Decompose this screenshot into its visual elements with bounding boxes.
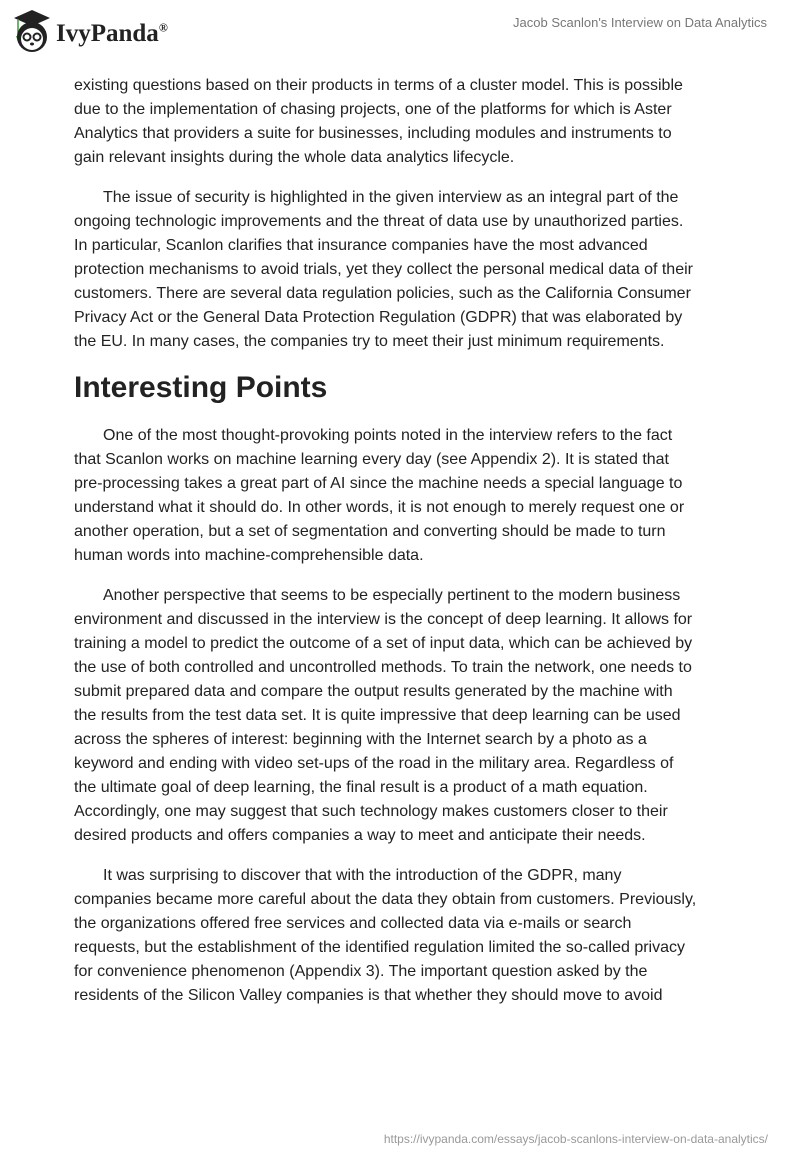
text-line: It was surprising to discover that with the introduction of the GDPR, many	[103, 867, 622, 884]
text-line: understand what it should do. In other words, it is not enough to merely request one or	[74, 499, 685, 516]
text-line: Another perspective that seems to be especially pertinent to the modern business	[103, 587, 681, 604]
paragraph	[74, 864, 734, 1008]
text-line: across the spheres of interest: beginning with the Internet search by a photo as a	[74, 731, 647, 748]
section-heading: Interesting Points	[74, 371, 328, 404]
essay-body	[74, 74, 734, 1024]
text-line: the use of both controlled and uncontrolled methods. To train the network, one needs to	[74, 659, 692, 676]
text-line: gain relevant insights during the whole data analytics lifecycle.	[74, 149, 515, 166]
text-line: the results from the test data set. It is quite impressive that deep learning can be used	[74, 707, 681, 724]
text-line: The issue of security is highlighted in the given interview as an integral part of the	[103, 189, 679, 206]
text-line: ongoing technologic improvements and the threat of data use by unauthorized parties.	[74, 213, 684, 230]
text-line: requests, but the establishment of the identified regulation limited the so-called privacy	[74, 939, 686, 956]
text-line: human words into machine-comprehensible data.	[74, 547, 424, 564]
panda-graduate-icon	[12, 8, 52, 54]
ivypanda-logo[interactable]	[12, 8, 168, 54]
text-line: protection mechanisms to avoid trials, yet they collect the personal medical data of their	[74, 261, 693, 278]
page-header	[0, 0, 800, 60]
text-line: due to the implementation of chasing projects, one of the platforms for which is Aster	[74, 101, 672, 118]
paragraph	[74, 186, 734, 354]
text-line: training a model to predict the outcome of a set of input data, which can be achieved by	[74, 635, 693, 652]
logo-text: IvyPanda	[56, 20, 159, 47]
text-line: pre-processing takes a great part of AI since the machine needs a special language to	[74, 475, 683, 492]
text-line: One of the most thought-provoking points noted in the interview refers to the fact	[103, 427, 673, 444]
text-line: companies became more careful about the data they obtain from customers. Previously,	[74, 891, 697, 908]
text-line: desired products and offers companies a way to meet and anticipate their needs.	[74, 827, 646, 844]
document-title: Jacob Scanlon's Interview on Data Analytics	[513, 15, 767, 30]
text-line: Privacy Act or the General Data Protection Regulation (GDPR) that was elaborated by	[74, 309, 683, 326]
paragraph	[74, 74, 734, 170]
text-line: environment and discussed in the interview is the concept of deep learning. It allows for	[74, 611, 693, 628]
text-line: the EU. In many cases, the companies try to meet their just minimum requirements.	[74, 333, 665, 350]
text-line: Accordingly, one may suggest that such technology makes customers closer to their	[74, 803, 668, 820]
text-line: residents of the Silicon Valley companies is that whether they should move to avoid	[74, 987, 663, 1004]
text-line: Analytics that providers a suite for businesses, including modules and instruments to	[74, 125, 672, 142]
text-line: submit prepared data and compare the output results generated by the machine with	[74, 683, 673, 700]
paragraph	[74, 424, 734, 568]
registered-mark: ®	[158, 20, 168, 35]
paragraph	[74, 584, 734, 848]
text-line: the organizations offered free services and collected data via e-mails or search	[74, 915, 632, 932]
text-line: the ultimate goal of deep learning, the final result is a product of a math equation.	[74, 779, 648, 796]
text-line: keyword and ending with video set-ups of the road in the military area. Regardless of	[74, 755, 674, 772]
text-line: In particular, Scanlon clarifies that insurance companies have the most advanced	[74, 237, 648, 254]
text-line: for convenience phenomenon (Appendix 3). The important question asked by the	[74, 963, 648, 980]
text-line: existing questions based on their products in terms of a cluster model. This is possible	[74, 77, 683, 94]
text-line: customers. There are several data regulation policies, such as the California Consumer	[74, 285, 691, 302]
source-url[interactable]: https://ivypanda.com/essays/jacob-scanlons-interview-on-data-analytics/	[383, 1132, 768, 1146]
text-line: that Scanlon works on machine learning every day (see Appendix 2). It is stated that	[74, 451, 669, 468]
text-line: another operation, but a set of segmentation and converting should be made to turn	[74, 523, 666, 540]
